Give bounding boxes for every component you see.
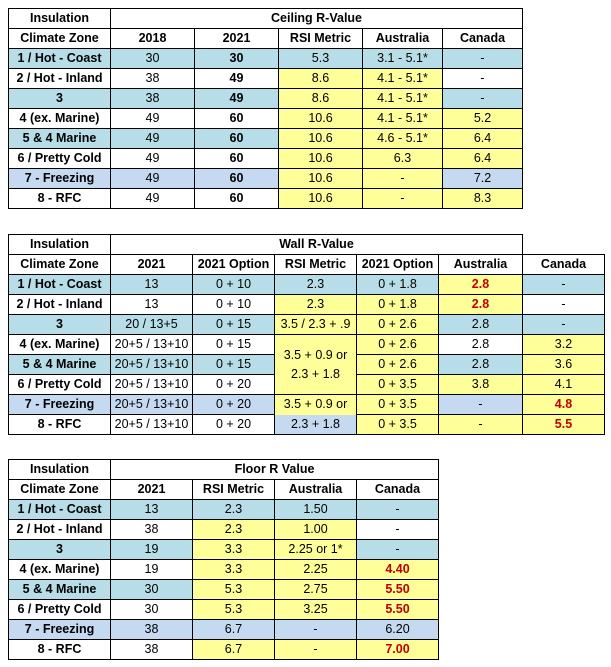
climate-zone-cell: 3 <box>9 540 111 560</box>
table-row <box>9 415 605 435</box>
table-cell: 2.3 <box>275 295 357 315</box>
climate-zone-cell: 2 / Hot - Inland <box>9 69 111 89</box>
table-cell: 0 + 3.5 <box>357 375 439 395</box>
table-cell: 0 + 3.5 <box>357 395 439 415</box>
table-cell: 60 <box>195 149 279 169</box>
climate-zone-cell: 8 - RFC <box>9 189 111 209</box>
climate-zone-cell: 1 / Hot - Coast <box>9 500 111 520</box>
table-cell: 20+5 / 13+10 <box>111 395 193 415</box>
climate-zone-cell: 5 & 4 Marine <box>9 355 111 375</box>
table-cell: 0 + 1.8 <box>357 275 439 295</box>
table-cell: 3.3 <box>193 540 275 560</box>
table-row <box>9 129 523 149</box>
column-header: Australia <box>275 480 357 500</box>
table-cell: 10.6 <box>279 149 363 169</box>
column-header: RSI Metric <box>193 480 275 500</box>
table-cell: 49 <box>195 89 279 109</box>
column-header: Climate Zone <box>9 29 111 49</box>
table-cell: - <box>523 315 605 335</box>
table-cell: 0 + 15 <box>193 335 275 355</box>
table-cell: 49 <box>111 109 195 129</box>
table-row <box>9 580 439 600</box>
climate-zone-cell: 4 (ex. Marine) <box>9 335 111 355</box>
climate-zone-cell: 8 - RFC <box>9 415 111 435</box>
table-cell: 3.25 <box>275 600 357 620</box>
table-row <box>9 560 439 580</box>
table-cell: 6.3 <box>363 149 443 169</box>
column-header: RSI Metric <box>279 29 363 49</box>
column-header: Climate Zone <box>9 480 111 500</box>
table-cell: 38 <box>111 69 195 89</box>
table-cell: 0 + 20 <box>193 395 275 415</box>
column-header: 2018 <box>111 29 195 49</box>
table-cell: - <box>357 540 439 560</box>
table-cell: 30 <box>111 49 195 69</box>
climate-zone-cell: 4 (ex. Marine) <box>9 109 111 129</box>
table-cell: 7.00 <box>357 640 439 660</box>
table-cell: 0 + 2.6 <box>357 335 439 355</box>
climate-zone-cell: 3 <box>9 89 111 109</box>
table-cell: 8.6 <box>279 89 363 109</box>
table-row <box>9 169 523 189</box>
table-cell: 0 + 2.6 <box>357 355 439 375</box>
table-cell: - <box>439 395 523 415</box>
table-cell: 20+5 / 13+10 <box>111 355 193 375</box>
table-row <box>9 640 439 660</box>
table-cell: 4.1 - 5.1* <box>363 69 443 89</box>
insulation-header: Insulation <box>9 235 111 255</box>
table-cell: 10.6 <box>279 129 363 149</box>
table-cell: 6.7 <box>193 640 275 660</box>
table-cell: - <box>357 500 439 520</box>
table-cell: 2.8 <box>439 335 523 355</box>
table-cell: 4.1 <box>523 375 605 395</box>
table-cell: 5.50 <box>357 580 439 600</box>
table-cell: 0 + 20 <box>193 415 275 435</box>
table-cell: 19 <box>111 560 193 580</box>
column-header: RSI Metric <box>275 255 357 275</box>
table-cell: 2.8 <box>439 355 523 375</box>
table-cell: 3.5 / 2.3 + .9 <box>275 315 357 335</box>
ceiling-title: Ceiling R-Value <box>111 9 523 29</box>
table-row <box>9 89 523 109</box>
table-cell: 20+5 / 13+10 <box>111 375 193 395</box>
table-cell: 6.7 <box>193 620 275 640</box>
table-row <box>9 520 439 540</box>
climate-zone-cell: 2 / Hot - Inland <box>9 520 111 540</box>
climate-zone-cell: 8 - RFC <box>9 640 111 660</box>
table-cell: 5.3 <box>279 49 363 69</box>
table-cell: 4.8 <box>523 395 605 415</box>
table-row <box>9 620 439 640</box>
column-header: Australia <box>439 255 523 275</box>
table-cell: - <box>275 620 357 640</box>
table-row <box>9 395 605 415</box>
table-row <box>9 275 605 295</box>
table-row <box>9 335 605 355</box>
table-cell: 38 <box>111 520 193 540</box>
table-cell: 6.4 <box>443 129 523 149</box>
table-cell: 60 <box>195 169 279 189</box>
column-header: Australia <box>363 29 443 49</box>
table-cell: 13 <box>111 275 193 295</box>
table-cell: 20+5 / 13+10 <box>111 335 193 355</box>
table-cell: 30 <box>195 49 279 69</box>
table-cell: 0 + 1.8 <box>357 295 439 315</box>
table-cell: 0 + 10 <box>193 275 275 295</box>
table-cell: 2.8 <box>439 275 523 295</box>
climate-zone-cell: 6 / Pretty Cold <box>9 375 111 395</box>
table-cell: 4.1 - 5.1* <box>363 109 443 129</box>
table-cell: - <box>275 640 357 660</box>
table-cell: 1.50 <box>275 500 357 520</box>
table-cell: 5.5 <box>523 415 605 435</box>
table-cell: - <box>363 169 443 189</box>
table-cell: 5.2 <box>443 109 523 129</box>
table-cell: - <box>523 275 605 295</box>
table-row <box>9 109 523 129</box>
table-cell: 6.20 <box>357 620 439 640</box>
climate-zone-cell: 3 <box>9 315 111 335</box>
table-row <box>9 600 439 620</box>
table-cell: 49 <box>111 169 195 189</box>
empty-cell <box>523 235 605 255</box>
table-cell: 4.40 <box>357 560 439 580</box>
table-cell: - <box>357 520 439 540</box>
table-cell: 0 + 15 <box>193 355 275 375</box>
table-cell: - <box>443 49 523 69</box>
climate-zone-cell: 2 / Hot - Inland <box>9 295 111 315</box>
table-cell: 8.3 <box>443 189 523 209</box>
climate-zone-cell: 4 (ex. Marine) <box>9 560 111 580</box>
climate-zone-cell: 5 & 4 Marine <box>9 129 111 149</box>
table-cell: 0 + 3.5 <box>357 415 439 435</box>
table-row <box>9 189 523 209</box>
table-cell: 20 / 13+5 <box>111 315 193 335</box>
table-cell: 3.2 <box>523 335 605 355</box>
climate-zone-cell: 1 / Hot - Coast <box>9 49 111 69</box>
climate-zone-cell: 1 / Hot - Coast <box>9 275 111 295</box>
table-cell: 49 <box>195 69 279 89</box>
table-cell: 30 <box>111 600 193 620</box>
table-cell: 13 <box>111 295 193 315</box>
table-cell: 49 <box>111 149 195 169</box>
table-cell: - <box>439 415 523 435</box>
column-header: 2021 Option <box>357 255 439 275</box>
climate-zone-cell: 7 - Freezing <box>9 169 111 189</box>
table-cell: 5.3 <box>193 580 275 600</box>
column-header: 2021 <box>111 480 193 500</box>
insulation-header: Insulation <box>9 9 111 29</box>
table-cell: 60 <box>195 129 279 149</box>
climate-zone-cell: 6 / Pretty Cold <box>9 149 111 169</box>
table-row <box>9 49 523 69</box>
table-cell: 13 <box>111 500 193 520</box>
wall-title: Wall R-Value <box>111 235 523 255</box>
table-cell: 20+5 / 13+10 <box>111 415 193 435</box>
column-header: 2021 <box>111 255 193 275</box>
table-cell: - <box>363 189 443 209</box>
table-cell: 38 <box>111 620 193 640</box>
merged-rsi-cell <box>275 335 357 395</box>
table-cell: 0 + 10 <box>193 295 275 315</box>
table-cell: 2.8 <box>439 295 523 315</box>
table-row <box>9 295 605 315</box>
table-cell: 10.6 <box>279 109 363 129</box>
table-cell: 2.25 <box>275 560 357 580</box>
table-cell: 1.00 <box>275 520 357 540</box>
merged-rsi-line: 3.5 + 0.9 or <box>283 347 348 362</box>
table-cell: 2.3 + 1.8 <box>275 415 357 435</box>
table-row <box>9 540 439 560</box>
table-cell: 19 <box>111 540 193 560</box>
table-cell: 38 <box>111 640 193 660</box>
climate-zone-cell: 5 & 4 Marine <box>9 580 111 600</box>
table-cell: 3.1 - 5.1* <box>363 49 443 69</box>
table-cell: - <box>443 69 523 89</box>
table-cell: 10.6 <box>279 169 363 189</box>
table-cell: 3.6 <box>523 355 605 375</box>
table-row <box>9 500 439 520</box>
table-cell: 2.8 <box>439 315 523 335</box>
table-cell: 30 <box>111 580 193 600</box>
table-cell: 10.6 <box>279 189 363 209</box>
column-header: Canada <box>357 480 439 500</box>
column-header: Canada <box>443 29 523 49</box>
table-cell: 2.25 or 1* <box>275 540 357 560</box>
table-cell: - <box>443 89 523 109</box>
ceiling-r-value-table <box>8 8 523 209</box>
table-cell: 2.3 <box>193 520 275 540</box>
table-cell: 0 + 20 <box>193 375 275 395</box>
table-cell: 2.75 <box>275 580 357 600</box>
table-cell: 7.2 <box>443 169 523 189</box>
table-cell: 49 <box>111 189 195 209</box>
climate-zone-cell: 7 - Freezing <box>9 620 111 640</box>
column-header: 2021 <box>195 29 279 49</box>
table-cell: 4.6 - 5.1* <box>363 129 443 149</box>
table-cell: 3.8 <box>439 375 523 395</box>
climate-zone-cell: 7 - Freezing <box>9 395 111 415</box>
wall-r-value-table <box>8 234 605 435</box>
table-cell: - <box>523 295 605 315</box>
table-cell: 2.3 <box>193 500 275 520</box>
table-cell: 60 <box>195 109 279 129</box>
column-header: Canada <box>523 255 605 275</box>
column-header: 2021 Option <box>193 255 275 275</box>
table-cell: 0 + 15 <box>193 315 275 335</box>
table-cell: 2.3 <box>275 275 357 295</box>
column-header: Climate Zone <box>9 255 111 275</box>
floor-title: Floor R Value <box>111 460 439 480</box>
table-row <box>9 315 605 335</box>
merged-rsi-line: 2.3 + 1.8 <box>291 366 340 381</box>
table-row <box>9 149 523 169</box>
table-cell: 0 + 2.6 <box>357 315 439 335</box>
table-cell: 3.5 + 0.9 or <box>275 395 357 415</box>
table-row <box>9 69 523 89</box>
table-cell: 4.1 - 5.1* <box>363 89 443 109</box>
table-cell: 38 <box>111 89 195 109</box>
floor-r-value-table <box>8 459 439 660</box>
table-cell: 5.50 <box>357 600 439 620</box>
table-cell: 6.4 <box>443 149 523 169</box>
table-cell: 5.3 <box>193 600 275 620</box>
table-cell: 3.3 <box>193 560 275 580</box>
table-cell: 60 <box>195 189 279 209</box>
insulation-header: Insulation <box>9 460 111 480</box>
table-cell: 49 <box>111 129 195 149</box>
climate-zone-cell: 6 / Pretty Cold <box>9 600 111 620</box>
table-cell: 8.6 <box>279 69 363 89</box>
